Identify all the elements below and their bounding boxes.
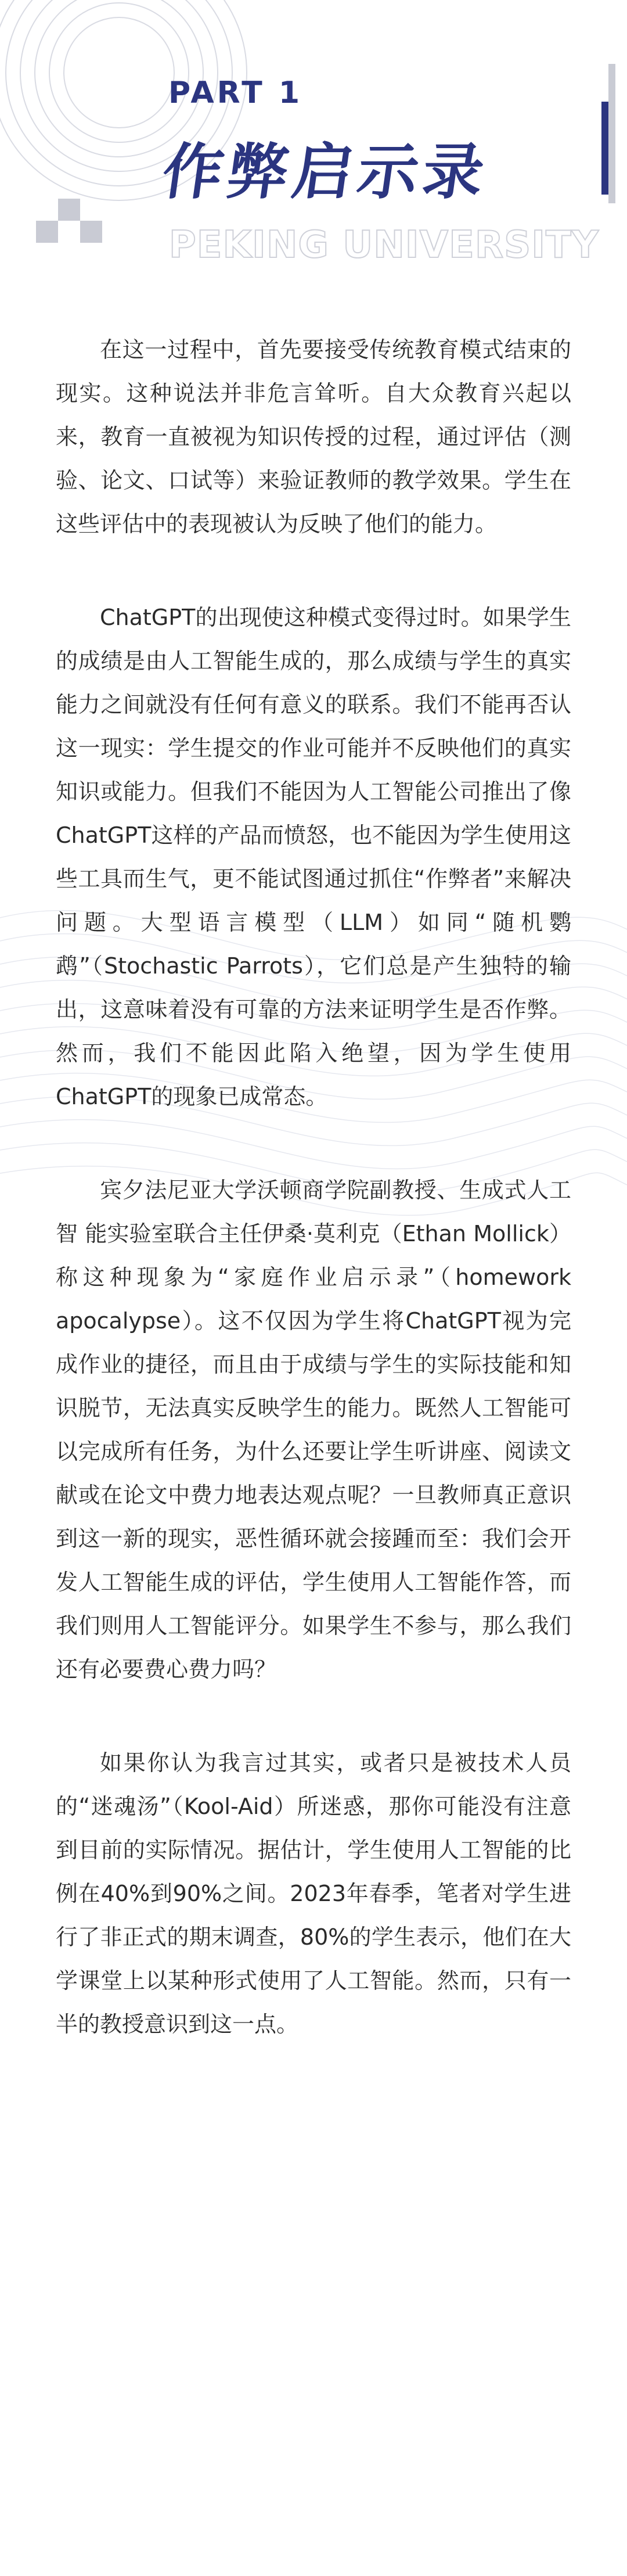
- section-header: [0, 0, 627, 302]
- paragraph: 如果你认为我言过其实，或者只是被技术人员的“迷魂汤”（Kool-Aid）所迷惑，那你可能没有注意到目前的实际情况。据估计，学生使用人工智能的比例在40%到90%之间。2023年春季，笔者对学生进行了非正式的期末调查，80%的学生表示，他们在大学课堂上以某种形式使用了人工智能。然而，只有一半的教授意识到这一点。: [56, 1750, 571, 2037]
- paragraph: 宾夕法尼亚大学沃顿商学院副教授、生成式人工智 能实验室联合主任伊桑·莫利克（Ethan Mollick）称这种现象为“家庭作业启示录”（homework apocalypse）。这不仅因为学生将ChatGPT视为完成作业的捷径，而且由于成绩与学生的实际技能和知识脱节，无法真实反映学生的能力。既然人工智能可以完成所有任务，为什么还要让学生听讲座、阅读文献或在论文中费力地表达观点呢？一旦教师真正意识到这一新的现实，恶性循环就会接踵而至：我们会开发人工智能生成的评估，学生使用人工智能作答，而我们则用人工智能评分。如果学生不参与，那么我们还有必要费心费力吗？: [56, 1177, 571, 1682]
- paragraph: ChatGPT的出现使这种模式变得过时。如果学生的成绩是由人工智能生成的，那么成绩与学生的真实能力之间就没有任何有意义的联系。我们不能再否认这一现实：学生提交的作业可能并不反映他们的真实知识或能力。但我们不能因为人工智能公司推出了像ChatGPT这样的产品而愤怒，也不能因为学生使用这些工具而生气，更不能试图通过抓住“作弊者”来解决问题。大型语言模型（LLM）如同“随机鹦鹉”（Stochastic Parrots），它们总是产生独特的输出，这意味着没有可靠的方法来证明学生是否作弊。然而，我们不能因此陷入绝望，因为学生使用 ChatGPT的现象已成常态。: [56, 605, 571, 1109]
- section-title: 作弊启示录: [158, 136, 493, 207]
- part-label: PART 1: [168, 76, 303, 110]
- university-watermark: PEKING UNIVERSITY: [168, 224, 599, 267]
- article-body: [56, 328, 571, 2096]
- paragraph: 在这一过程中，首先要接受传统教育模式结束的现实。这种说法并非危言耸听。自大众教育兴起以来，教育一直被视为知识传授的过程，通过评估（测验、论文、口试等）来验证教师的教学效果。学生在这些评估中的表现被认为反映了他们的能力。: [56, 337, 571, 537]
